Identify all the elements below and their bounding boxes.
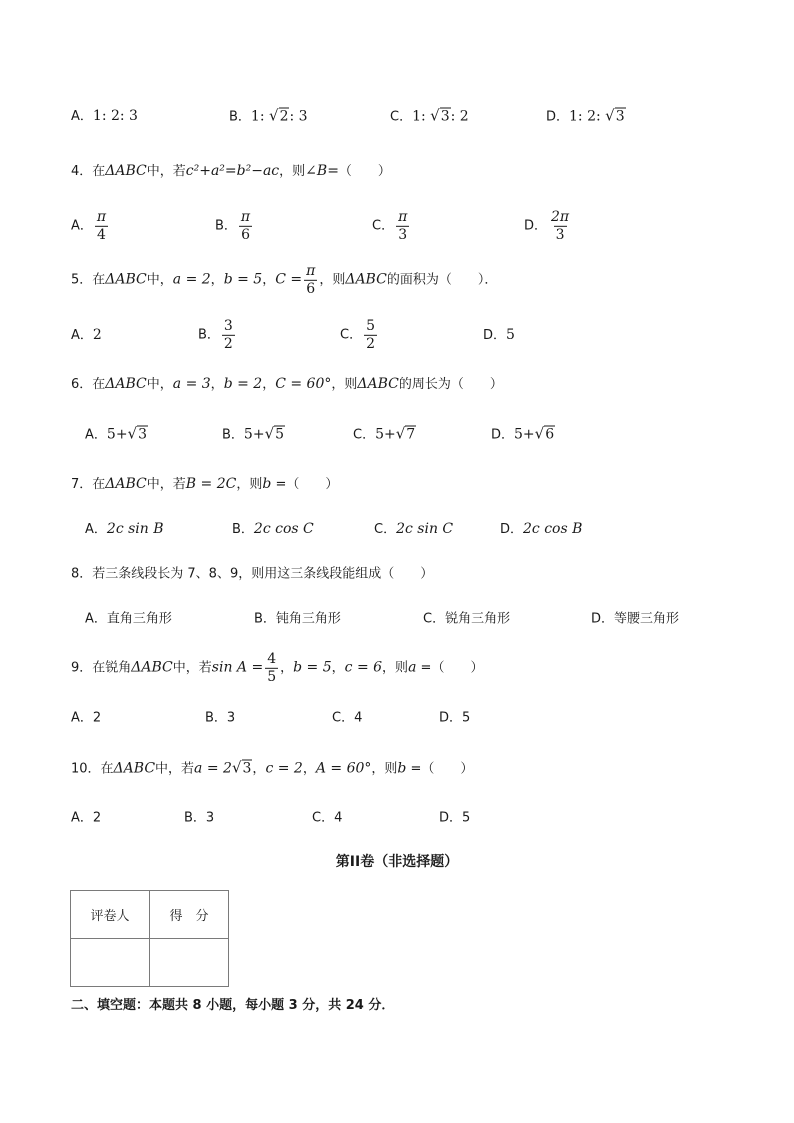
q4-option-c[interactable]: C． $\frac{\pi}{3}$ <box>372 208 408 243</box>
q5-option-a[interactable]: A．2 <box>71 327 102 343</box>
q9-stem: 9．在锐角ΔABC中，若sin A = $\frac{4}{5}$ ，b = 5，c = 6，则a =（ ） <box>71 650 484 685</box>
q10-stem: 10．在ΔABC中，若a = 2√3，c = 2，A = 60°，则b =（ ） <box>71 758 474 777</box>
sqrt-expression: √3 <box>231 758 252 777</box>
sqrt-expression: √7 <box>395 424 416 443</box>
fraction: $\frac{2\pi}{3}$ <box>551 208 570 243</box>
q8-option-c[interactable]: C．锐角三角形 <box>423 611 511 627</box>
q10-option-b[interactable]: B．3 <box>184 810 215 826</box>
q6-option-a[interactable]: A．5+√3 <box>85 424 148 443</box>
q10-option-c[interactable]: C．4 <box>312 810 343 826</box>
q4-option-b[interactable]: B． $\frac{\pi}{6}$ <box>215 208 251 243</box>
fraction: $\frac{5}{2}$ <box>366 317 375 352</box>
fill-in-instruction: 二、填空题：本题共 8 小题，每小题 3 分，共 24 分． <box>71 998 395 1013</box>
q8-stem: 8．若三条线段长为 7、8、9，则用这三条线段能组成（ ） <box>71 566 434 582</box>
score-cell[interactable] <box>150 939 229 987</box>
q6-option-d[interactable]: D．5+√6 <box>491 424 555 443</box>
q8-option-b[interactable]: B．钝角三角形 <box>254 611 341 627</box>
fraction: $\frac{\pi}{4}$ <box>96 208 107 243</box>
q6-option-c[interactable]: C．5+√7 <box>353 424 416 443</box>
q3-option-b[interactable]: B．1: √2: 3 <box>229 106 308 125</box>
q7-stem: 7．在ΔABC中，若B = 2C，则b =（ ） <box>71 476 339 492</box>
grader-cell[interactable] <box>71 939 150 987</box>
sqrt-expression: √2 <box>269 106 289 125</box>
q7-option-d[interactable]: D．2c cos B <box>500 521 583 537</box>
sqrt-expression: √3 <box>605 106 625 125</box>
sqrt-expression: √3 <box>430 106 450 125</box>
fraction: $\frac{\pi}{6}$ <box>306 262 316 297</box>
q3-option-c[interactable]: C．1: √3: 2 <box>390 106 469 125</box>
q4-stem: 4．在ΔABC中，若c²+a²=b²−ac，则∠B=（ ） <box>71 163 391 179</box>
fraction: $\frac{\pi}{6}$ <box>240 208 251 243</box>
q5-option-d[interactable]: D．5 <box>483 327 515 343</box>
q6-option-b[interactable]: B．5+√5 <box>222 424 285 443</box>
section-title: 第II卷（非选择题） <box>335 854 459 870</box>
q10-option-d[interactable]: D．5 <box>439 810 471 826</box>
q8-option-a[interactable]: A．直角三角形 <box>85 611 172 627</box>
score-table-header <box>71 891 229 939</box>
q5-stem: 5．在ΔABC中，a = 2，b = 5，C = $\frac{\pi}{6}$ ，则ΔABC的面积为（ ）． <box>71 262 498 297</box>
sqrt-expression: √3 <box>127 424 148 443</box>
q4-option-d[interactable]: D． $\frac{2\pi}{3}$ <box>524 208 570 243</box>
q10-option-a[interactable]: A．2 <box>71 810 102 826</box>
q9-option-b[interactable]: B．3 <box>205 710 236 726</box>
q5-option-b[interactable]: B． $\frac{3}{2}$ <box>198 317 233 352</box>
q7-option-c[interactable]: C．2c sin C <box>374 521 454 537</box>
grader-header: 评卷人 <box>71 891 150 939</box>
q5-option-c[interactable]: C． $\frac{5}{2}$ <box>340 317 375 352</box>
score-header: 得 分 <box>150 891 229 939</box>
q7-option-b[interactable]: B．2c cos C <box>232 521 314 537</box>
q3-option-d[interactable]: D．1: 2: √3 <box>546 106 625 125</box>
q9-option-a[interactable]: A．2 <box>71 710 102 726</box>
fraction: $\frac{4}{5}$ <box>267 650 277 685</box>
q4-option-a[interactable]: A． $\frac{\pi}{4}$ <box>71 208 107 243</box>
q9-option-d[interactable]: D．5 <box>439 710 471 726</box>
score-table <box>70 890 229 987</box>
fraction: $\frac{3}{2}$ <box>223 317 233 352</box>
q6-stem: 6．在ΔABC中，a = 3，b = 2，C = 60°，则ΔABC的周长为（ ） <box>71 376 503 392</box>
q3-option-a[interactable]: A．1: 2: 3 <box>71 108 138 124</box>
q7-option-a[interactable]: A．2c sin B <box>85 521 164 537</box>
sqrt-expression: √6 <box>534 424 555 443</box>
fraction: $\frac{\pi}{3}$ <box>398 208 408 243</box>
score-table-body <box>71 939 229 987</box>
q9-option-c[interactable]: C．4 <box>332 710 363 726</box>
sqrt-expression: √5 <box>264 424 285 443</box>
q8-option-d[interactable]: D．等腰三角形 <box>591 611 680 627</box>
